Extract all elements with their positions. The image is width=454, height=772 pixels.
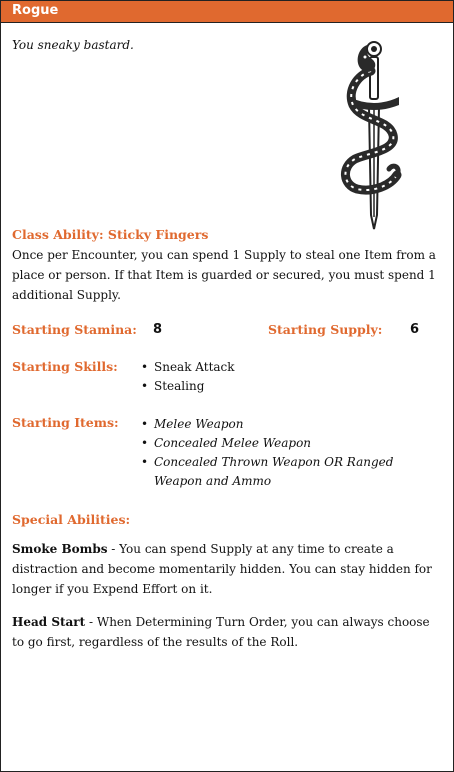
item-entry: • Melee Weapon	[137, 415, 437, 434]
dagger-snake-icon	[327, 35, 421, 231]
title-bar	[1, 1, 453, 23]
starting-skills-label: Starting Skills:	[12, 359, 118, 374]
skill-item: • Stealing	[137, 377, 437, 396]
class-ability-text: Once per Encounter, you can spend 1 Supply to steal one Item from a place or person. If that Item is guarded or secured, you must spend 1 additional Supply.	[12, 248, 436, 302]
ability-text: - When Determining Turn Order, you can always choose to go first, regardless of the results of the Roll.	[12, 615, 430, 649]
starting-items-list	[137, 415, 437, 491]
class-ability-heading: Class Ability: Sticky Fingers	[12, 227, 209, 242]
special-abilities-heading: Special Abilities:	[12, 512, 131, 527]
ability-name: Smoke Bombs	[12, 542, 108, 556]
ability-name: Head Start	[12, 615, 86, 629]
ability-head-start	[12, 612, 442, 652]
ability-text: - You can spend Supply at any time to create a distraction and become momentarily hidden. You can stay hidden for longer if you Expend Effort on it.	[12, 542, 432, 596]
ability-smoke-bombs	[12, 539, 442, 599]
item-entry: • Concealed Thrown Weapon OR Ranged Weapon and Ammo	[137, 453, 437, 491]
card-title: Rogue	[12, 3, 59, 18]
starting-stamina-label: Starting Stamina:	[12, 322, 137, 337]
starting-items-label: Starting Items:	[12, 415, 119, 430]
skill-item: • Sneak Attack	[137, 358, 437, 377]
starting-supply-label: Starting Supply:	[268, 322, 383, 337]
starting-skills-list	[137, 358, 437, 396]
starting-stamina-value: 8	[153, 322, 163, 337]
starting-supply-value: 6	[410, 322, 420, 337]
item-entry: • Concealed Melee Weapon	[137, 434, 437, 453]
flavor-text: You sneaky bastard.	[12, 38, 134, 52]
